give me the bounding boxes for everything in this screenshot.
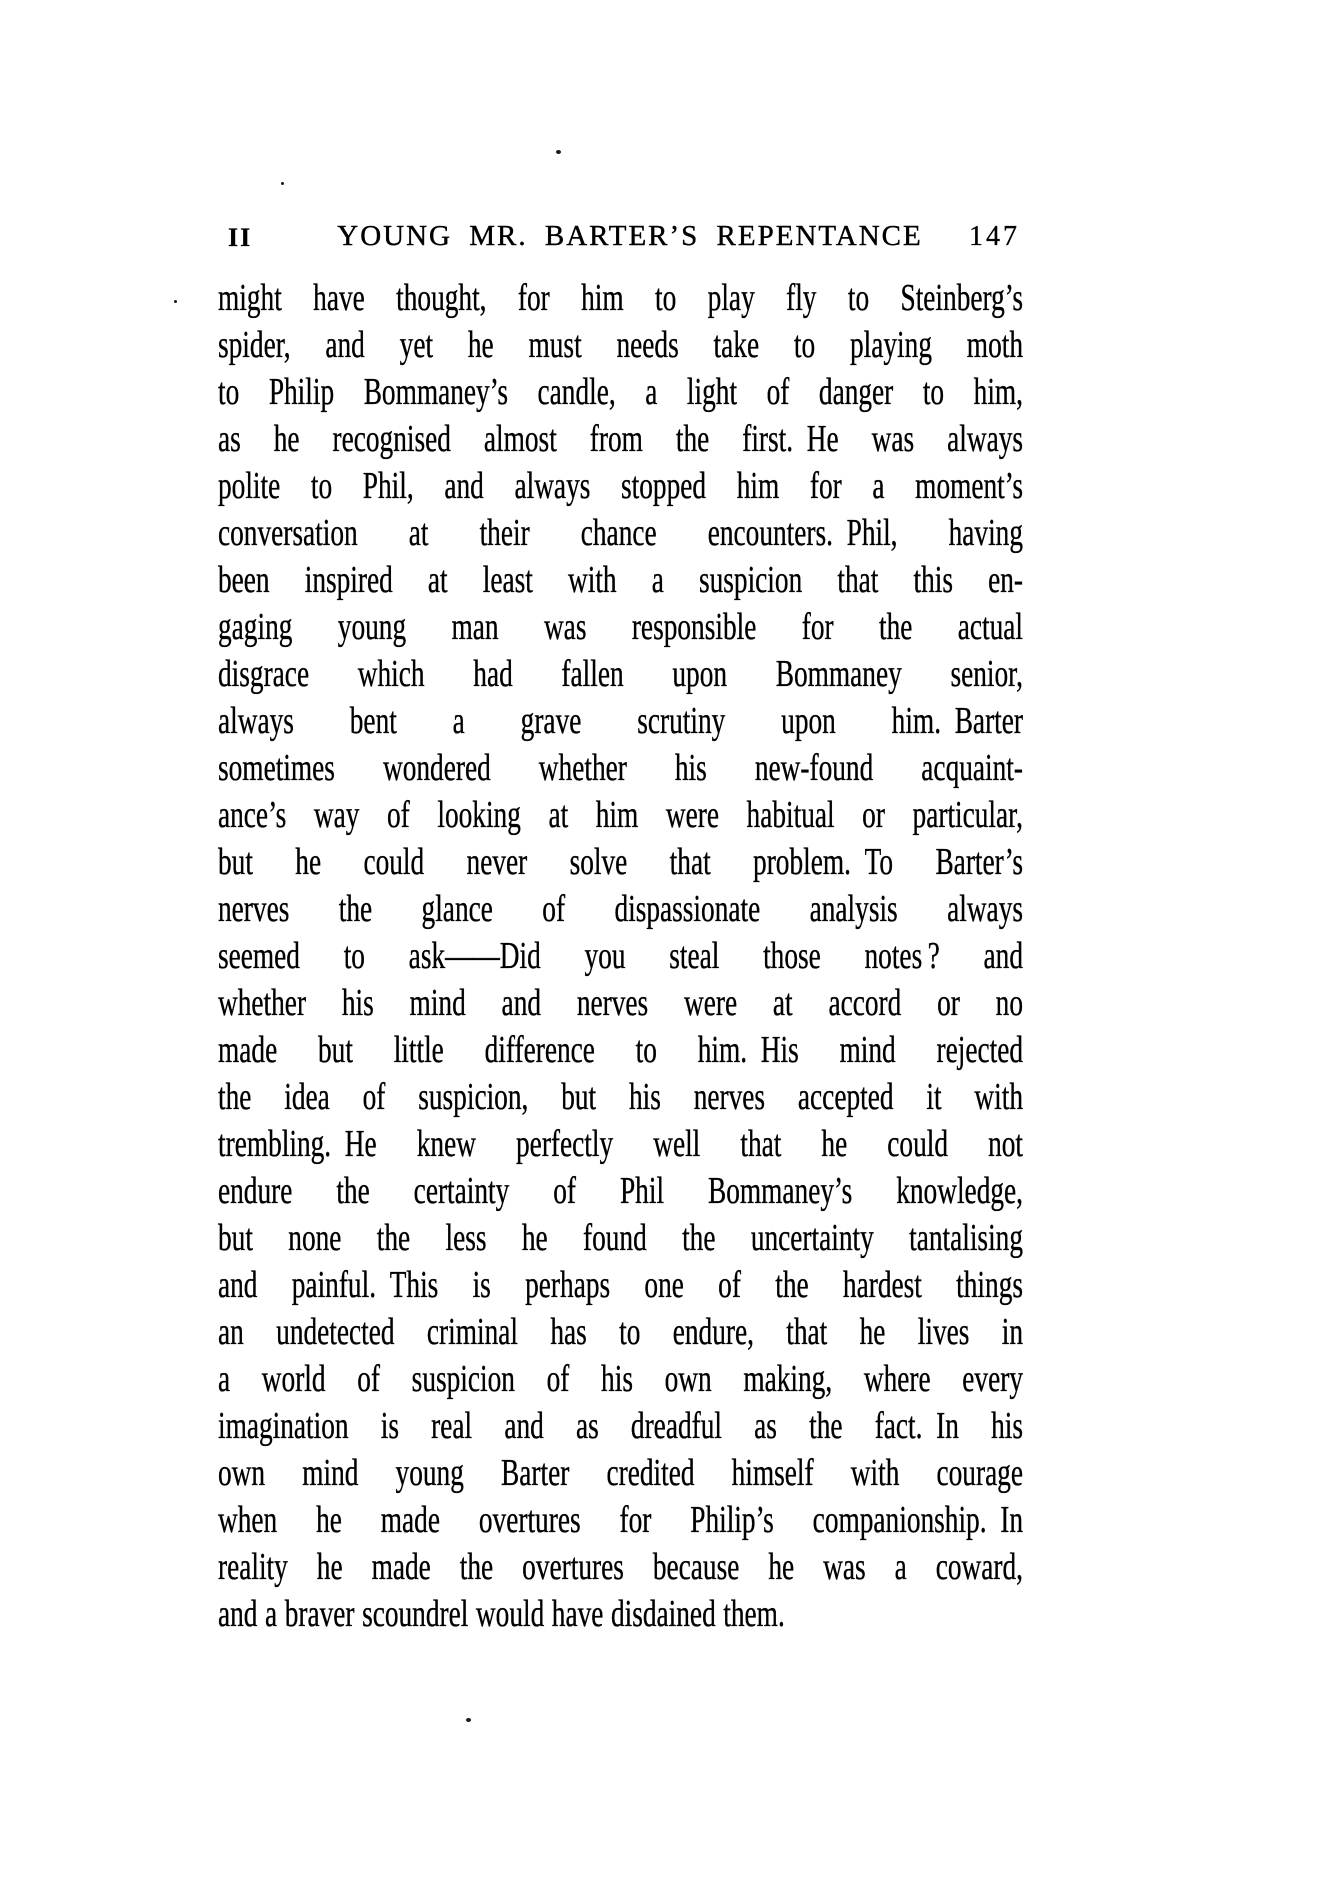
text-line: might have thought, for him to play fly to Steinberg’s xyxy=(218,277,1024,319)
text-line: conversation at their chance encounters. Phil, having xyxy=(218,512,1024,554)
text-line: the idea of suspicion, but his nerves accepted it with xyxy=(218,1076,1024,1118)
paragraph-text xyxy=(218,275,1023,1638)
text-line: a world of suspicion of his own making, where every xyxy=(218,1358,1024,1400)
text-line: ance’s way of looking at him were habitual or particular, xyxy=(218,794,1024,836)
chapter-number: II xyxy=(228,223,253,252)
text-line: imagination is real and as dreadful as the fact. In his xyxy=(218,1405,1024,1447)
text-line: an undetected criminal has to endure, that he lives in xyxy=(218,1311,1024,1353)
page-number: 147 xyxy=(969,221,1020,252)
text-line: reality he made the overtures because he was a coward, xyxy=(218,1546,1024,1588)
text-line: spider, and yet he must needs take to playing moth xyxy=(218,324,1024,366)
text-line: endure the certainty of Phil Bommaney’s knowledge, xyxy=(218,1170,1024,1212)
text-line: own mind young Barter credited himself with courage xyxy=(218,1452,1024,1494)
text-line: always bent a grave scrutiny upon him. Barter xyxy=(218,700,1024,742)
scan-speck xyxy=(281,182,284,185)
text-line: but he could never solve that problem. To Barter’s xyxy=(218,841,1024,883)
scan-speck xyxy=(556,150,561,154)
text-line: to Philip Bommaney’s candle, a light of danger to him, xyxy=(218,371,1024,413)
text-line: been inspired at least with a suspicion that this en- xyxy=(218,559,1024,601)
text-line: and a braver scoundrel would have disdained them. xyxy=(218,1593,785,1635)
text-line: disgrace which had fallen upon Bommaney senior, xyxy=(218,653,1024,695)
text-line: whether his mind and nerves were at accord or no xyxy=(218,982,1024,1024)
text-line: sometimes wondered whether his new-found acquaint- xyxy=(218,747,1024,789)
scan-speck xyxy=(174,300,177,303)
running-header xyxy=(218,216,1020,250)
text-line: seemed to ask——Did you steal those notes ? and xyxy=(218,935,1024,977)
scan-speck xyxy=(466,1718,471,1722)
text-line: and painful. This is perhaps one of the hardest things xyxy=(218,1264,1024,1306)
text-line: nerves the glance of dispassionate analysis always xyxy=(218,888,1024,930)
text-line: polite to Phil, and always stopped him for a moment’s xyxy=(218,465,1024,507)
running-title: YOUNG MR. BARTER’S REPENTANCE xyxy=(337,220,923,252)
text-line: as he recognised almost from the first. He was always xyxy=(218,418,1024,460)
text-line: but none the less he found the uncertainty tantalising xyxy=(218,1217,1024,1259)
text-line: trembling. He knew perfectly well that he could not xyxy=(218,1123,1024,1165)
text-line: when he made overtures for Philip’s companionship. In xyxy=(218,1499,1024,1541)
text-line: gaging young man was responsible for the actual xyxy=(218,606,1024,648)
text-line: made but little difference to him. His mind rejected xyxy=(218,1029,1024,1071)
